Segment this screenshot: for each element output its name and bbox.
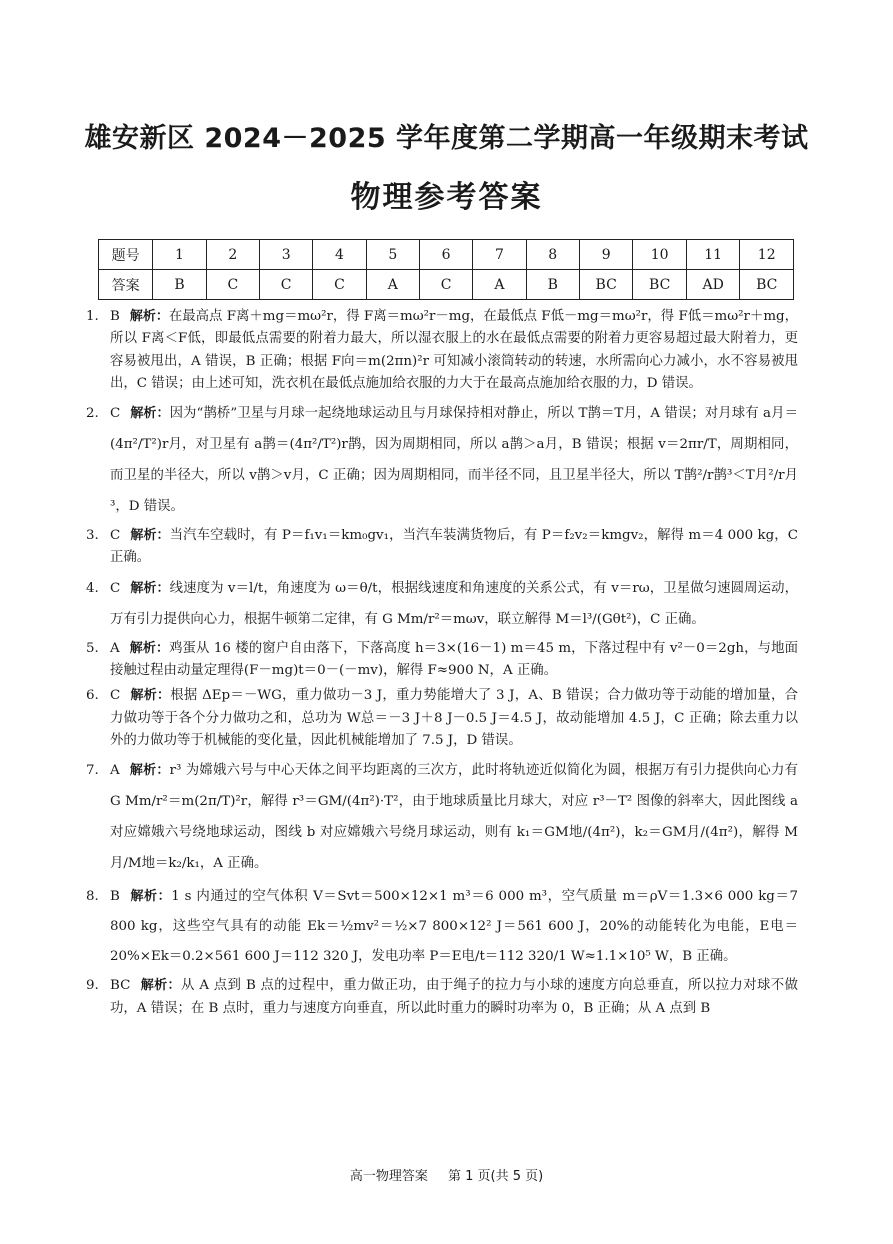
solution-label: 解析： xyxy=(130,688,171,704)
question-number-cell: 9 xyxy=(579,240,632,270)
question-number-cell: 2 xyxy=(206,240,259,270)
solution-label: 解析： xyxy=(140,978,181,994)
solution-label: 解析： xyxy=(129,640,170,656)
answer-cell: C xyxy=(260,270,313,300)
answer-cell: C xyxy=(419,270,472,300)
page-footer xyxy=(0,1165,893,1184)
answer-cell: B xyxy=(526,270,579,300)
solution-text: 在最高点 F离＋mg＝mω²r，得 F离＝mω²r－mg，在最低点 F低－mg＝mω²r，得 F低＝mω²r＋mg，所以 F离＜F低，即最低点需要的附着力最大，所以湿衣服上的水在最低点需要的附着力更容易超过最大附着力，更容易被甩出，A 错误，B 正确；根据 F向＝m(2πn)²r 可知减小滚筒转动的转速，水所需向心力减小，水不容易被甩出，C 错误；由上述可知，洗衣机在最低点施加给衣服的力大于在最高点施加给衣服的力，D 错误。 xyxy=(110,309,798,391)
solution-text: 鸡蛋从 16 楼的窗户自由落下，下落高度 h＝3×(16－1) m＝45 m，下落过程中有 v²－0＝2gh，与地面接触过程由动量定理得(F－mg)t＝0－(－mv)，解得 F≈900 N，A 正确。 xyxy=(110,640,798,679)
answer-key-title: 物理参考答案 xyxy=(350,180,543,215)
solution-number: 3. xyxy=(86,528,99,544)
solution-item xyxy=(86,398,798,522)
solution-item xyxy=(86,975,798,1020)
solution-number: 2. xyxy=(86,406,99,422)
question-number-row xyxy=(99,240,794,270)
solution-label: 解析： xyxy=(129,763,170,779)
footer-page-number: 第 1 页(共 5 页) xyxy=(447,1169,544,1184)
solution-text: 当汽车空载时，有 P＝f₁v₁＝km₀gv₁，当汽车装满货物后，有 P＝f₂v₂＝kmgv₂，解得 m＝4 000 kg，C 正确。 xyxy=(110,528,798,566)
solution-answer: C xyxy=(110,528,121,544)
answer-row xyxy=(99,270,794,300)
solution-item xyxy=(86,755,798,879)
question-number-cell: 8 xyxy=(526,240,579,270)
answer-cell: B xyxy=(153,270,206,300)
solution-label: 解析： xyxy=(130,406,170,422)
solution-answer: B xyxy=(110,309,120,324)
solution-answer: B xyxy=(110,889,120,905)
solution-label: 解析： xyxy=(130,580,170,596)
solution-item xyxy=(86,882,798,972)
question-number-cell: 10 xyxy=(633,240,686,270)
solution-number: 7. xyxy=(86,763,99,779)
solution-item xyxy=(86,306,798,395)
solution-number: 6. xyxy=(86,688,99,704)
answer-cell: AD xyxy=(686,270,740,300)
solution-answer: BC xyxy=(110,978,131,994)
solution-label: 解析： xyxy=(130,528,170,544)
solution-item xyxy=(86,638,798,683)
solution-label: 解析： xyxy=(129,889,172,905)
solution-item xyxy=(86,525,798,570)
answer-cell: A xyxy=(473,270,526,300)
solution-answer: A xyxy=(110,640,120,656)
question-number-cell: 7 xyxy=(473,240,526,270)
solution-text: 根据 ΔEp＝－WG，重力做功－3 J，重力势能增大了 3 J，A、B 错误；合力做功等于动能的增加量，合力做功等于各个分力做功之和，总功为 W总＝－3 J＋8 J－0.5 J＝4.5 J，故动能增加 4.5 J，C 正确；除去重力以外的力做功等于机械能的变化量，因此机械能增加了 7.5 J，D 错误。 xyxy=(110,688,798,748)
question-number-cell: 11 xyxy=(686,240,740,270)
question-number-cell: 4 xyxy=(313,240,366,270)
question-number-cell: 5 xyxy=(366,240,419,270)
solution-number: 8. xyxy=(86,889,99,905)
question-number-cell: 3 xyxy=(260,240,313,270)
answer-table xyxy=(98,239,794,300)
question-number-cell: 12 xyxy=(740,240,794,270)
answer-cell: BC xyxy=(740,270,794,300)
solution-label: 解析： xyxy=(129,309,169,324)
solution-answer: A xyxy=(110,763,120,779)
answer-cell: A xyxy=(366,270,419,300)
exam-title: 雄安新区 2024－2025 学年度第二学期高一年级期末考试 xyxy=(84,123,809,154)
solution-item xyxy=(86,573,798,635)
solutions xyxy=(86,306,798,1020)
question-number-cell: 1 xyxy=(153,240,206,270)
solution-text: r³ 为嫦娥六号与中心天体之间平均距离的三次方，此时将轨迹近似简化为圆，根据万有引力提供向心力有 G Mm/r²＝m(2π/T)²r，解得 r³＝GM/(4π²)·T²，由于地球质量比月球大，对应 r³－T² 图像的斜率大，因此图线 a 对应嫦娥六号绕地球运动，图线 b 对应嫦娥六号绕月球运动，则有 k₁＝GM地/(4π²)，k₂＝GM月/(4π²)，解得 M月/M地＝k₂/k₁，A 正确。 xyxy=(110,763,798,872)
solution-answer: C xyxy=(110,688,121,704)
solution-answer: C xyxy=(110,580,121,596)
solution-text: 因为“鹊桥”卫星与月球一起绕地球运动且与月球保持相对静止，所以 T鹊＝T月，A 错误；对月球有 a月＝(4π²/T²)r月，对卫星有 a鹊＝(4π²/T²)r鹊，因为周期相同，所以 a鹊＞a月，B 错误；根据 v＝2πr/T，周期相同，而卫星的半径大，所以 v鹊＞v月，C 正确；因为周期相同，而半径不同，且卫星半径大，所以 T鹊²/r鹊³＜T月²/r月³，D 错误。 xyxy=(110,406,798,515)
solution-text: 从 A 点到 B 点的过程中，重力做正功，由于绳子的拉力与小球的速度方向总垂直，所以拉力对球不做功，A 错误；在 B 点时，重力与速度方向垂直，所以此时重力的瞬时功率为 0，B 正确；从 A 点到 B xyxy=(110,978,798,1016)
answer-cell: BC xyxy=(579,270,632,300)
question-number-cell: 6 xyxy=(419,240,472,270)
row-label-answer: 答案 xyxy=(99,270,153,300)
solution-text: 1 s 内通过的空气体积 V＝Svt＝500×12×1 m³＝6 000 m³，空气质量 m＝ρV＝1.3×6 000 kg＝7 800 kg，这些空气具有的动能 Ek＝½mv²＝½×7 800×12² J＝561 600 J，20%的动能转化为电能，E电＝20%×Ek＝0.2×561 600 J＝112 320 J，发电功率 P＝E电/t＝112 320/1 W≈1.1×10⁵ W，B 正确。 xyxy=(110,889,798,965)
answer-cell: BC xyxy=(633,270,686,300)
row-label-number: 题号 xyxy=(99,240,153,270)
footer-course: 高一物理答案 xyxy=(349,1169,428,1184)
solution-number: 1. xyxy=(86,309,99,324)
answer-cell: C xyxy=(206,270,259,300)
solution-answer: C xyxy=(110,406,121,422)
solution-text: 线速度为 v＝l/t，角速度为 ω＝θ/t，根据线速度和角速度的关系公式，有 v＝rω，卫星做匀速圆周运动，万有引力提供向心力，根据牛顿第二定律，有 G Mm/r²＝mωv，联立解得 M＝l³/(Gθt²)，C 正确。 xyxy=(110,580,798,627)
solution-item xyxy=(86,685,798,752)
answer-cell: C xyxy=(313,270,366,300)
solution-number: 5. xyxy=(86,640,99,656)
solution-number: 9. xyxy=(86,978,99,994)
solution-number: 4. xyxy=(86,580,99,596)
